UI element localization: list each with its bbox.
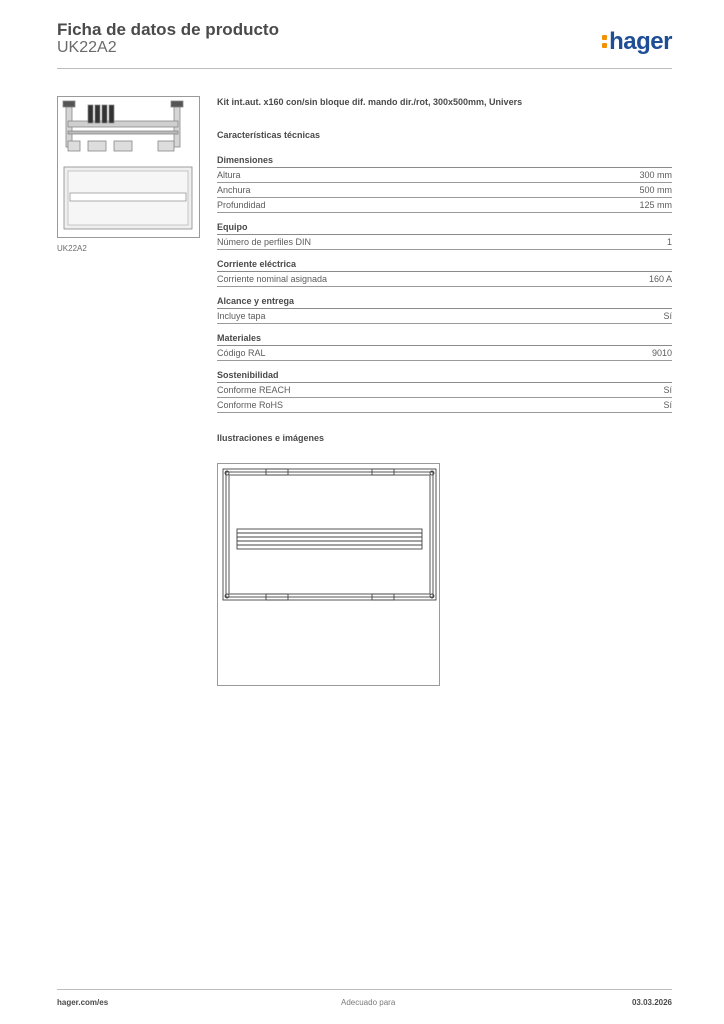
spec-value: Sí xyxy=(663,385,672,395)
page-title: Ficha de datos de producto xyxy=(57,20,279,39)
spec-row xyxy=(217,398,672,413)
spec-label: Conforme REACH xyxy=(217,385,291,395)
footer-suitable-for: Adecuado para xyxy=(341,998,396,1007)
product-code: UK22A2 xyxy=(57,39,117,56)
spec-label: Número de perfiles DIN xyxy=(217,237,312,247)
section-equipo xyxy=(217,221,672,250)
footer-date: 03.03.2026 xyxy=(631,998,672,1007)
spec-label: Conforme RoHS xyxy=(217,400,284,410)
product-image-caption: UK22A2 xyxy=(57,244,87,253)
spec-row xyxy=(217,346,672,361)
product-description: Kit int.aut. x160 con/sin bloque dif. mando dir./rot, 300x500mm, Univers xyxy=(217,97,523,107)
spec-value: 300 mm xyxy=(639,170,672,180)
section-dimensiones xyxy=(217,154,672,213)
technical-drawing xyxy=(217,463,440,686)
spec-value: 500 mm xyxy=(639,185,672,195)
spec-value: Sí xyxy=(663,311,672,321)
illustrations-title: Ilustraciones e imágenes xyxy=(217,433,325,443)
spec-value: 1 xyxy=(666,237,672,247)
section-materiales xyxy=(217,332,672,361)
product-details xyxy=(217,96,672,445)
section-title: Alcance y entrega xyxy=(217,295,672,309)
spec-label: Código RAL xyxy=(217,348,266,358)
section-alcance xyxy=(217,295,672,324)
spec-label: Anchura xyxy=(217,185,251,195)
section-title: Corriente eléctrica xyxy=(217,258,672,272)
footer-website-link[interactable]: hager.com/es xyxy=(57,998,109,1007)
spec-row xyxy=(217,235,672,250)
tech-characteristics-title: Características técnicas xyxy=(217,130,321,140)
spec-value: 160 A xyxy=(648,274,672,284)
section-title: Dimensiones xyxy=(217,154,672,168)
hager-logo xyxy=(601,28,672,56)
spec-value: 9010 xyxy=(651,348,672,358)
logo-text: hager xyxy=(609,28,672,55)
section-title: Equipo xyxy=(217,221,672,235)
header-divider xyxy=(57,68,672,69)
spec-row xyxy=(217,272,672,287)
section-title: Materiales xyxy=(217,332,672,346)
product-kit-image xyxy=(58,97,199,237)
logo-dots-icon xyxy=(601,31,609,49)
spec-label: Profundidad xyxy=(217,200,266,210)
spec-row xyxy=(217,198,672,213)
footer-divider xyxy=(57,989,672,990)
spec-label: Altura xyxy=(217,170,241,180)
technical-drawing-image xyxy=(218,464,439,685)
product-image xyxy=(57,96,200,238)
spec-label: Incluye tapa xyxy=(217,311,266,321)
section-sostenibilidad xyxy=(217,369,672,413)
spec-row xyxy=(217,168,672,183)
spec-label: Corriente nominal asignada xyxy=(217,274,328,284)
spec-value: Sí xyxy=(663,400,672,410)
section-title: Sostenibilidad xyxy=(217,369,672,383)
spec-value: 125 mm xyxy=(639,200,672,210)
spec-row xyxy=(217,309,672,324)
spec-row xyxy=(217,383,672,398)
spec-row xyxy=(217,183,672,198)
section-corriente xyxy=(217,258,672,287)
